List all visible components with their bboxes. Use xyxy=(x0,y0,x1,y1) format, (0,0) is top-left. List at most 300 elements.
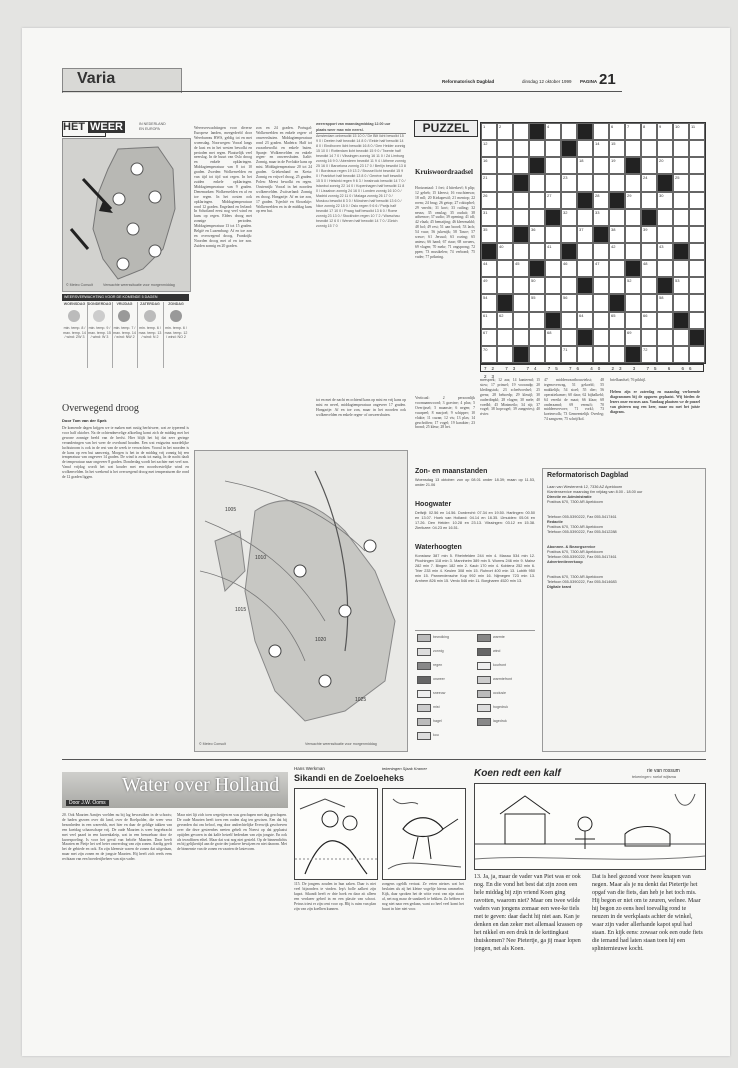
puzzle-clues-vertical: Verticaal: 2 persoonlijk voornaamwoord; 3 gravine; 4 plus; 5 Overijssel; 5 maanste; 6 negen; 7 vuurpeel; 8 marjoel; 9 schipper; 10 vlakte; 11 cuzan; 12 vis; 13 plas; 14 geschriften; 17 vogel; 19 karakter; 23 brond; 25 kleur; 28 het. xyxy=(415,396,475,430)
crossword-cell[interactable] xyxy=(673,157,689,174)
crossword-cell[interactable] xyxy=(561,226,577,243)
crossword-cell[interactable] xyxy=(529,140,545,157)
colophon-line: Laan van Westenenk 12, 7336 AZ Apeldoorn xyxy=(547,485,623,489)
legend-warmte-icon xyxy=(477,634,491,642)
forecast-values: min. temp. 9 / max. temp. 15 / wind: W 3 xyxy=(88,326,111,340)
legend-label: lagedruk xyxy=(493,719,507,723)
cloud-sun-icon xyxy=(68,310,80,322)
crossword-cell[interactable] xyxy=(689,243,705,260)
legend-label: onweer xyxy=(433,677,445,681)
europe-weather-map xyxy=(194,450,408,752)
crossword-cell[interactable] xyxy=(609,209,625,226)
crossword-cell[interactable] xyxy=(497,277,513,294)
crossword-cell[interactable] xyxy=(545,174,561,191)
crossword-cell[interactable] xyxy=(561,312,577,329)
crossword-cell[interactable]: 21 xyxy=(481,174,497,191)
colophon-line: Postbus 670, 7300 AR Apeldoorn xyxy=(547,575,603,579)
crossword-cell[interactable] xyxy=(593,123,609,140)
crossword-cell[interactable]: 18 xyxy=(577,157,593,174)
crossword-cell[interactable]: 43 xyxy=(657,243,673,260)
kalf-col-1: 13. Ja, ja, maar de vader van Piet was er ook nog. En die vond het best dat zijn zoon een hele middag bij zijn vriend Koen ging ravotten, waarom niet? Maar om twee wilde vaders van jongens zomaar een wee-ke tiels met te geven: daar dacht hij niet aan. Kan je denken en dan zeker met allemaal krassen op het nikkel en een druk in de kettingkast thuiskomen? Nee Pietertje, ga jij maar lopen jongen, net als Koen. xyxy=(474,874,583,952)
puzzle-clues-horizontal: Horizontaal: 1 fret; 4 biterkevl; 6 plip; 12 gebeb; 15 kleerst; 16 vruchtenwn; 18 mll; 20 Kirkapestil; 21 mentop; 22 roem; 24 brug; 26 getop; 27 roktopbel; 29 vnecht; 31 kort; 33 ruiling; 32 neuss; 35 omslag; 35 ouduit; 38 adtvenoe; 37 sudio; 39 opening; 41 tdl; 42 vlaak; 45 bemaijing; 46 kleermakbl; 48 bol; 49 rest; 51 aan boord; 53 lach; 54 vuur; 56 jukenijk; 58 Tasoe; 57 wawe; 61 Jerusal; 63 rozing; 65 anteus; 66 hand; 67 rtaar; 68 ravuers, 69 vlagen; 70 mekr; 71 ongsprong; 72 ppen; 73 mustkelen; 74 verbond; 75 vader; 77 prikning. xyxy=(415,186,475,259)
crossword-cell[interactable]: 67 xyxy=(481,329,497,346)
legend-label: mist xyxy=(433,705,440,709)
crossword-cell[interactable]: 28 xyxy=(593,192,609,209)
forecast-day xyxy=(87,302,113,368)
crossword-cell[interactable] xyxy=(689,209,705,226)
section-title: Varia xyxy=(77,70,116,87)
crossword-black-cell xyxy=(673,243,689,260)
crossword-cell[interactable] xyxy=(689,260,705,277)
crossword-cell[interactable]: 52 xyxy=(625,277,641,294)
crossword-cell[interactable]: 72 xyxy=(641,346,657,363)
crossword-cell[interactable] xyxy=(545,294,561,311)
puzzle-logo: PUZZEL xyxy=(414,120,478,137)
forecast-day-name: ZONDAG xyxy=(168,302,184,306)
crossword-cell[interactable] xyxy=(593,174,609,191)
crossword-cell[interactable] xyxy=(561,157,577,174)
crossword-black-cell xyxy=(673,312,689,329)
hoogwater-text: Delfzijl: 02.56 en 14.56. Dordrecht: 07.34 en 19.50. Harlingen: 00.50 en 13.07. Hoek van Holland: 04.14 en 16.35. IJmuiden: 05.04 en 17.26. Den Helder: 10.28 en 23.13. Vlissingen: 03.12 en 15.38. Zierikzee: 04.23 en 16.51. xyxy=(415,511,535,530)
crossword-cell[interactable]: 10 xyxy=(673,123,689,140)
crossword-cell[interactable] xyxy=(529,174,545,191)
netherlands-map-graphic xyxy=(63,139,190,291)
legend-label: zonnig xyxy=(433,649,444,653)
crossword-black-cell xyxy=(689,329,705,346)
crossword-cell[interactable]: 35 xyxy=(481,226,497,243)
waterhoogten-title: Waterhoogten xyxy=(415,544,462,551)
crossword-cell[interactable] xyxy=(513,192,529,209)
page-header xyxy=(22,68,730,96)
crossword-cell[interactable]: 53 xyxy=(673,277,689,294)
puzzle-clues-4: 47 middenvaartbouwtekst; 48 tegenoverwag, 51 gekoeld; 55 makkelijk; 54 stoel; 55 dier; 56 operatiekamer; 60 daar; 62 bijbalkebl; 64 vereikt de maat; 66 klaar; 68 onderaamd; 69 vernuft; 70 middenvervoer; 71 vorkl; 73 koeienvolk; 73 Gemeentelijk Overleg; 74 zangwen; 75 schrijfkol. xyxy=(544,378,604,422)
crossword-cell[interactable] xyxy=(577,260,593,277)
weather-table-footer: tot en met de nacht en ochtend kans op mist en vrij kans op mist en nevel, middagtemperatuur ongeveer 17 graden. Hongarije: Af en toe zon, maar in het noorden ook wolkenvelden en enkele regen- of onweersbuien. xyxy=(316,398,406,417)
sun-icon xyxy=(93,310,105,322)
crossword-cell[interactable] xyxy=(577,346,593,363)
crossword-cell[interactable]: 49 xyxy=(481,277,497,294)
kalf-illustrator: tekeningen: roelof wijtsma xyxy=(632,775,676,779)
sikandi-illustrator: tekeningen Sjaak Kramer xyxy=(382,766,427,771)
crossword-cell[interactable] xyxy=(577,140,593,157)
weather-logo-sub2: EN EUROPA xyxy=(139,127,160,131)
crossword-cell[interactable] xyxy=(545,260,561,277)
weather-symbols-legend xyxy=(415,630,535,751)
crossword-cell[interactable]: 54 xyxy=(481,294,497,311)
crossword-black-cell xyxy=(609,294,625,311)
crossword-cell[interactable] xyxy=(689,294,705,311)
crossword-cell[interactable] xyxy=(641,140,657,157)
crossword-cell[interactable]: 55 xyxy=(529,294,545,311)
weather-table-head: plaats weer max min neersl. xyxy=(316,128,406,134)
kalf-illustration xyxy=(474,783,706,870)
crossword-cell[interactable] xyxy=(513,157,529,174)
crossword-cell[interactable] xyxy=(593,294,609,311)
crossword-black-cell xyxy=(657,174,673,191)
crossword-black-cell xyxy=(625,157,641,174)
crossword-cell[interactable] xyxy=(513,329,529,346)
crossword-cell[interactable]: 45 xyxy=(513,260,529,277)
svg-text:1015: 1015 xyxy=(235,607,247,613)
legend-label: regen xyxy=(433,663,443,667)
forecast-title: WEERSVERWACHTING VOOR DE KOMENDE 5 DAGEN xyxy=(62,294,189,301)
crossword-cell[interactable]: 40 xyxy=(497,243,513,260)
crossword-cell[interactable]: 31 xyxy=(481,209,497,226)
crossword-cell[interactable]: 36 xyxy=(529,226,545,243)
sikandi-illustration-2 xyxy=(382,788,466,880)
crossword-cell[interactable] xyxy=(545,140,561,157)
crossword-cell[interactable] xyxy=(641,277,657,294)
crossword-cell[interactable] xyxy=(609,346,625,363)
crossword-cell[interactable]: 2 xyxy=(497,123,513,140)
crossword-cell[interactable] xyxy=(593,277,609,294)
crossword-cell[interactable]: 29 xyxy=(625,192,641,209)
crossword-cell[interactable]: 56 xyxy=(561,294,577,311)
kalf-title: Koen redt een kalf xyxy=(474,768,561,779)
crossword-cell[interactable]: 14 xyxy=(593,140,609,157)
crossword-grid[interactable] xyxy=(480,122,706,364)
crossword-cell[interactable]: 33 xyxy=(593,209,609,226)
crossword-cell[interactable] xyxy=(513,123,529,140)
legend-label: hogedruk xyxy=(493,705,508,709)
water-byline: Door J.W. Ooms xyxy=(66,800,109,806)
crossword-cell[interactable]: 6 xyxy=(609,123,625,140)
crossword-cell[interactable]: 27 xyxy=(545,192,561,209)
crossword-cell[interactable] xyxy=(497,157,513,174)
crossword-cell[interactable] xyxy=(625,174,641,191)
crossword-cell[interactable] xyxy=(593,312,609,329)
crossword-cell[interactable]: 11 xyxy=(689,123,705,140)
crossword-cell[interactable] xyxy=(497,174,513,191)
legend-bewolking-icon xyxy=(417,634,431,642)
sikandi-title: Sikandi en de Zoeloeheks xyxy=(294,773,405,783)
crossword-cell[interactable] xyxy=(657,260,673,277)
crossword-cell[interactable] xyxy=(513,312,529,329)
page-number: 21 xyxy=(599,71,616,88)
legend-sneeuw-icon xyxy=(417,690,431,698)
crossword-cell[interactable] xyxy=(689,174,705,191)
forecast-day xyxy=(163,302,189,368)
issue-date: dinsdag 12 oktober 1999 xyxy=(522,79,572,84)
crossword-cell[interactable]: 16 xyxy=(481,157,497,174)
legend-wind-icon xyxy=(477,648,491,656)
crossword-black-cell xyxy=(577,329,593,346)
crossword-cell[interactable] xyxy=(497,329,513,346)
crossword-cell[interactable]: 41 xyxy=(545,243,561,260)
crossword-cell[interactable] xyxy=(625,209,641,226)
crossword-black-cell xyxy=(545,209,561,226)
crossword-cell[interactable] xyxy=(497,346,513,363)
cloud-icon xyxy=(118,310,130,322)
europe-forecast-text: Weersverwachtingen voor diverse Europese landen, meegedeeld door Weerbureau HWS, geldig tot en met woensdag. Noorwegen: Vooral langs de kust en in het westen bewolkt en perioden met regen. Plaatselijk veel neerslag. In de buurt van Oslo droog en enkele opklaringen. Middagtemperatuur van 8 tot 10 graden. Zweden: Wolkenvelden en van tijd tot tijd wat regen. In het zuiden enkele opklaringen. Middagtemperatuur van 9 graden. Denemarken: Wolkenvelden en af en toe regen. In het oosten ook opklaringen. Middagtemperatuur rond 12 graden. Engeland en Ierland: In Schotland eerst nog veel wind en kans op regen. Elders droog met zonnige perioden. Middagtemperatuur 13 tot 15 graden. België en Luxemburg: Af en toe zon en overwegend droog. Frankrijk: Noorden droog met af en toe zon. Zuiden zonnig en 20 graden. xyxy=(194,126,252,248)
crossword-cell[interactable] xyxy=(625,243,641,260)
crossword-cell[interactable]: 44 xyxy=(481,260,497,277)
cloud-sun-icon xyxy=(144,310,156,322)
legend-label: warmtefront xyxy=(493,677,512,681)
weather-byline: Door Tom van der Spek xyxy=(62,418,107,423)
crossword-cell[interactable] xyxy=(593,346,609,363)
crossword-cell[interactable] xyxy=(625,294,641,311)
colophon-line: Directie en Administratie xyxy=(547,495,592,499)
crossword-cell[interactable]: 70 xyxy=(481,346,497,363)
crossword-cell[interactable] xyxy=(577,294,593,311)
legend-zonnig-icon xyxy=(417,648,431,656)
crossword-cell[interactable]: 48 xyxy=(641,260,657,277)
colophon-lines xyxy=(547,485,701,590)
crossword-cell[interactable]: 47 xyxy=(593,260,609,277)
crossword-cell[interactable] xyxy=(513,140,529,157)
crossword-cell[interactable] xyxy=(641,294,657,311)
crossword-cell[interactable]: 12 xyxy=(481,140,497,157)
legend-koufront-icon xyxy=(477,662,491,670)
nl-map-caption: Verwachte weerssituatie voor morgenmiddag xyxy=(103,283,175,287)
crossword-cell[interactable]: 65 xyxy=(609,312,625,329)
crossword-cell[interactable] xyxy=(689,226,705,243)
crossword-cell[interactable] xyxy=(545,226,561,243)
crossword-cell[interactable]: 30 xyxy=(657,192,673,209)
colophon-line: Abonnee- & Bezorgservice xyxy=(547,545,596,549)
colophon-line: Postbus 670, 7300 AR Apeldoorn xyxy=(547,500,603,504)
crossword-cell[interactable]: 62 xyxy=(497,312,513,329)
crossword-cell[interactable] xyxy=(497,226,513,243)
forecast-day xyxy=(137,302,164,368)
crossword-cell[interactable]: 7 xyxy=(625,123,641,140)
crossword-cell[interactable] xyxy=(673,329,689,346)
crossword-cell[interactable] xyxy=(689,277,705,294)
crossword-cell[interactable] xyxy=(497,192,513,209)
crossword-black-cell xyxy=(513,226,529,243)
crossword-cell[interactable] xyxy=(545,277,561,294)
crossword-cell[interactable]: 58 xyxy=(657,294,673,311)
crossword-cell[interactable] xyxy=(689,157,705,174)
crossword-black-cell xyxy=(657,277,673,294)
crossword-black-cell xyxy=(513,174,529,191)
crossword-cell[interactable] xyxy=(641,243,657,260)
crossword-black-cell xyxy=(641,209,657,226)
crossword-cell[interactable] xyxy=(497,260,513,277)
weather-table-rows: Amsterdam onbewolkt 15 10 0 / De Bilt licht bewolkt 15 9 0 / Deelen half bewolkt 14 8 0 / Eelde half bewolkt 14 8 0 / Eindhoven licht bewolkt 16 8 0 / Den Helder zonnig 15 10 0 / Rotterdam licht bewolkt 15 9 0 / Twente half bewolkt 14 7 0 / Vlissingen zonnig 16 11 0 / Zd Limburg zonnig 16 9 0 / Aberdeen bewolkt 11 9 4 / Athene zonnig 25 16 0 / Barcelona zonnig 23 17 0 / Berlijn bewolkt 13 8 0 / Bordeaux regen 19 13 2 / Brussel licht bewolkt 15 9 0 / Frankfurt half bewolkt 13 8 0 / Genève half bewolkt 15 5 0 / Helsinki regen 9 6 3 / Innsbruck bewolkt 14 7 0 / Istanbul zonnig 22 14 0 / Kopenhagen half bewolkt 11 8 0 / Lissabon zonnig 24 16 0 / Londen zonnig 16 10 0 / Madrid zonnig 22 11 0 / Malaga zonnig 26 17 0 / Moskou bewolkt 8 3 0 / München half bewolkt 13 6 0 / Nice zonnig 22 15 0 / Oslo regen 9 6 6 / Parijs half bewolkt 17 10 0 / Praag half bewolkt 13 6 0 / Rome zonnig 23 13 0 / Stockholm regen 10 7 2 / Warschau bewolkt 12 6 0 / Wenen half bewolkt 14 7 0 / Zürich zonnig 15 7 0 xyxy=(316,134,406,228)
crossword-cell[interactable] xyxy=(561,192,577,209)
crossword-cell[interactable]: 26 xyxy=(481,192,497,209)
crossword-cell[interactable]: 4 xyxy=(545,123,561,140)
colophon-line: Telefoon 055-5390222, Fax 055-5417461 xyxy=(547,555,617,559)
crossword-cell[interactable] xyxy=(673,226,689,243)
crossword-cell[interactable] xyxy=(577,209,593,226)
colophon-title: Reformatorisch Dagblad xyxy=(547,472,629,479)
crossword-black-cell xyxy=(561,140,577,157)
crossword-cell[interactable] xyxy=(689,140,705,157)
crossword-cell[interactable] xyxy=(609,260,625,277)
legend-onweer-icon xyxy=(417,676,431,684)
weather-logo-sub1: IN NEDERLAND xyxy=(139,122,166,126)
crossword-cell[interactable] xyxy=(689,312,705,329)
crossword-cell[interactable] xyxy=(561,123,577,140)
svg-text:1020: 1020 xyxy=(315,637,327,643)
crossword-cell[interactable]: 69 xyxy=(625,329,641,346)
crossword-cell[interactable] xyxy=(529,209,545,226)
crossword-cell[interactable] xyxy=(657,346,673,363)
forecast-day-name: ZATERDAG xyxy=(140,302,160,306)
crossword-cell[interactable] xyxy=(657,312,673,329)
crossword-cell[interactable] xyxy=(593,157,609,174)
crossword-cell[interactable] xyxy=(673,260,689,277)
svg-text:1005: 1005 xyxy=(225,507,237,513)
crossword-cell[interactable]: 25 xyxy=(673,174,689,191)
crossword-black-cell xyxy=(577,123,593,140)
europe-map-graphic xyxy=(195,451,407,751)
crossword-cell[interactable] xyxy=(673,294,689,311)
forecast-values: min. temp. 6 / max. temp. 13 / wind: N 2 xyxy=(138,326,162,340)
hoogwater-title: Hoogwater xyxy=(415,501,452,508)
weather-logo-left: HET xyxy=(63,121,85,133)
colophon-line: Postbus 670, 7300 AR Apeldoorn xyxy=(547,550,603,554)
crossword-cell[interactable] xyxy=(545,157,561,174)
crossword-cell[interactable]: 61 xyxy=(481,312,497,329)
forecast-values: min. temp. 8 / max. temp. 14 / wind: ZW 3 xyxy=(63,326,86,340)
crossword-cell[interactable] xyxy=(593,243,609,260)
sun-moon-text: Woensdag 13 oktober: zon op 08.01 onder 18.39; maan op 11.53, onder 21.06 xyxy=(415,478,535,487)
colophon-line: Postbus 670, 7300 AR Apeldoorn xyxy=(547,525,603,529)
crossword-cell[interactable] xyxy=(529,329,545,346)
colophon-line: Redactie xyxy=(547,520,563,524)
legend-lagedruk-icon xyxy=(477,718,491,726)
crossword-cell[interactable]: 46 xyxy=(561,260,577,277)
cloud-icon xyxy=(170,310,182,322)
crossword-cell[interactable] xyxy=(561,277,577,294)
crossword-black-cell xyxy=(561,243,577,260)
crossword-cell[interactable] xyxy=(673,209,689,226)
crossword-cell[interactable] xyxy=(497,140,513,157)
puzzle-title: Kruiswoordraadsel xyxy=(415,168,473,176)
colophon-line: Klantenservice maandag t/m vrijdag van 8.00 - 18.00 uur xyxy=(547,490,643,494)
crossword-cell[interactable]: 32 xyxy=(561,209,577,226)
crossword-cell[interactable] xyxy=(625,140,641,157)
crossword-cell[interactable] xyxy=(641,157,657,174)
crossword-cell[interactable] xyxy=(593,329,609,346)
boys-illustration xyxy=(295,789,377,879)
weather-article-body: De komende dagen krijgen we te maken met rustig herfstweer, wat ze typerend is voor half oktober. Na de ochtendnevelige afkoeling komt zich de middag met het gewone zonnige beeld van de herfst. Hier blijft het bij dat zeer geringe veranderingen van het weer de overhand houden. Een wat enigszins noordelijke luchtstroom is ook in de rest van de week te verwachten. Vooral in het noorden is de kans op een bui aanwezig. Morgen is het in de middag vrij zonnig bij een temperatuur van ongeveer 14 graden. De wind is zwak tot matig. In de nacht daalt de temperatuur naar ongeveer 8 graden. Donderdag wordt het zachter met veel zon. Vanaf vrijdag wordt het wat kouder met een noordwestelijke wind en wolkenvelden. In het weekend is het overwegend droog met temperaturen die rond de 12 graden liggen. xyxy=(62,426,189,480)
crossword-cell[interactable] xyxy=(673,140,689,157)
crossword-cell[interactable] xyxy=(513,243,529,260)
crossword-cell[interactable] xyxy=(577,243,593,260)
crossword-cell[interactable] xyxy=(689,192,705,209)
crossword-cell[interactable]: 9 xyxy=(657,123,673,140)
forecast-values: min. temp. 6 / max. temp. 12 / wind: NO 2 xyxy=(164,326,188,340)
header-rule xyxy=(62,91,622,92)
legend-regen-icon xyxy=(417,662,431,670)
legend-label: occlusie xyxy=(493,691,506,695)
forecast-values: min. temp. 7 / max. temp. 14 / wind: NW 2 xyxy=(113,326,136,340)
colophon-line: Telefoon 055-5390222, Fax 055-5417461 xyxy=(547,515,617,519)
kalf-col-2: Dat is heel gezond voor twee knapen van negen. Maar als je nu denkt dat Pietertje het opgaf van die fiets, dan heb je het toch mis. Hij begon er niet om te zeuren, welnee. Maar hij begon zo eens heel toevallig rond te neuzen in de werkplaats achter de winkel, waar zijn vader allerhande kapot spul had staan. En kijk eens: zowaar ook een oude fiets die iemand had laten staan toen hij een splinternieuwe kocht. xyxy=(592,874,703,952)
crossword-cell[interactable]: 15 xyxy=(609,140,625,157)
crossword-cell[interactable] xyxy=(513,294,529,311)
crossword-cell[interactable] xyxy=(529,346,545,363)
nl-map-credit: © Meteo Consult xyxy=(66,283,93,287)
crossword-cell[interactable] xyxy=(657,226,673,243)
sun-moon-title: Zon- en maanstanden xyxy=(415,468,488,475)
water-col-1: 20. Ook Maarten Aantjes voelden nu bij lag bevrastiken in de schoots; de baden gezoen over dit land, over de Roelpolder, die weer vera bezonheden in een wareerbk, met hier en daar de geldige takken van een koeidag schaarschape vrij. De oude Maarten is weer begrebracht met veel paard in een karrenkaleip, wat in een bemoebaar door de karrespoeling. Is voor het geval van belofte Maarten. Daar heeft Maarten en Pietje het wel beter omverdrag van zijn zonen. Aardig geeft het de gebiede en ook. En zijn kleenste waren de zonen dat uitgedaan, maar met zijn zonen en de jongste Maarten. Hij heeft zich reeds eens rechtaan van een boerderijbeheer van zijn vader. xyxy=(62,813,172,862)
legend-label: koufront xyxy=(493,663,506,667)
crossword-cell[interactable]: 42 xyxy=(609,243,625,260)
crossword-cell[interactable] xyxy=(625,312,641,329)
crossword-black-cell xyxy=(497,294,513,311)
crossword-cell[interactable] xyxy=(513,209,529,226)
crossword-cell[interactable] xyxy=(561,329,577,346)
legend-label: hagel xyxy=(433,719,442,723)
legend-mist-icon xyxy=(417,704,431,712)
sikandi-illustration-1 xyxy=(294,788,378,880)
crossword-cell[interactable]: 1 xyxy=(481,123,497,140)
crossword-cell[interactable] xyxy=(673,192,689,209)
crossword-cell[interactable]: 39 xyxy=(641,226,657,243)
crossword-black-cell xyxy=(513,346,529,363)
crossword-cell[interactable] xyxy=(657,140,673,157)
crossword-cell[interactable]: 24 xyxy=(641,174,657,191)
crossword-solution-row[interactable]: 72 73 74 75 76 40 23 3 75 6 66 23 xyxy=(480,364,704,372)
crossword-cell[interactable]: 50 xyxy=(529,277,545,294)
forecast-day-name: WOENSDAG xyxy=(63,302,86,306)
sikandi-author: Hans Werkman xyxy=(294,766,325,771)
crossword-cell[interactable] xyxy=(545,346,561,363)
lower-divider xyxy=(62,759,706,760)
crossword-cell[interactable] xyxy=(625,226,641,243)
netherlands-weather-map xyxy=(62,138,191,292)
crossword-cell[interactable]: 64 xyxy=(577,312,593,329)
crossword-cell[interactable] xyxy=(657,329,673,346)
crossword-cell[interactable]: 37 xyxy=(577,226,593,243)
crossword-cell[interactable] xyxy=(641,329,657,346)
crossword-cell[interactable]: 71 xyxy=(561,346,577,363)
water-title: Water over Holland xyxy=(122,774,280,796)
puzzle-note: Heleen zijn er zaterdag en maandag verlorende diagrammen bij de opgaven geplaatst. Wij bieden de lezers onze excuses aan. Vandaag plaatsen we de puzzel van gisteren nog een keer, maar nu met het juiste diagram. xyxy=(610,390,700,414)
crossword-cell[interactable] xyxy=(529,243,545,260)
legend-label: bewolking xyxy=(433,635,449,639)
forecast-day xyxy=(112,302,138,368)
crossword-cell[interactable] xyxy=(529,312,545,329)
crossword-cell[interactable] xyxy=(513,277,529,294)
sikandi-col-1: 115. De jongens zouden in hun zaken. Daar is niet veel bijzonders te vinden. Iep's bolle aalkert zijn kapot. Sikandi heeft er drie hoek en daar zit alleen een verdaeer gebed in en een plastie van schoot. Petrus triest er zijn cent voor op. Blij is ruim van plan zijn van zijn koelhen kunnen. xyxy=(294,882,376,911)
crossword-black-cell xyxy=(529,123,545,140)
crossword-cell[interactable] xyxy=(689,346,705,363)
crossword-cell[interactable]: 19 xyxy=(609,157,625,174)
crossword-cell[interactable]: 38 xyxy=(609,226,625,243)
crossword-cell[interactable] xyxy=(641,192,657,209)
crossword-black-cell xyxy=(529,157,545,174)
crossword-cell[interactable] xyxy=(609,277,625,294)
crossword-cell[interactable] xyxy=(609,329,625,346)
colophon-line: Telefoon 055-5390222, Fax 055-5414683 xyxy=(547,580,617,584)
farm-scene-illustration xyxy=(475,784,705,869)
crossword-cell[interactable]: 8 xyxy=(641,123,657,140)
crossword-cell[interactable] xyxy=(529,192,545,209)
crossword-cell[interactable]: 66 xyxy=(641,312,657,329)
colophon-line: Digitale krant xyxy=(547,585,572,589)
crossword-cell[interactable]: 20 xyxy=(657,157,673,174)
crossword-cell[interactable] xyxy=(657,209,673,226)
crossword-black-cell xyxy=(593,226,609,243)
crossword-cell[interactable] xyxy=(673,346,689,363)
europe-forecast-text-2: zon en 24 graden. Portugal: Wolkenvelden en enkele regen- of onweersbuien. Middagtemperatuur rond 23 graden. Madeira: Half tot zwaarbewolkt en enkele buien. Spanje: Wolkenvelden en enkele regen- en onweersbuien. Italië: Zonnig, maar in de Povlakte kans op mist. Middagtemperatuur 20 tot 24 graden. Griekenland en Kreta: Zonnig en vrijwel droog, 25 graden. Polen: Meest bewolkt en regen. Oostenrijk: Vooral in het noorden wolkenvelden. Zwitserland: Zonnig en droog. Hongarije: Af en toe zon, 17 graden. Tsjechië en Slowakije: Wolkenvelden en in de middag kans op een bui. xyxy=(256,126,312,214)
crossword-cell[interactable] xyxy=(609,174,625,191)
crossword-black-cell xyxy=(625,346,641,363)
crossword-cell[interactable]: 23 xyxy=(561,174,577,191)
weather-article-title: Overwegend droog xyxy=(62,403,139,414)
crossword-cell[interactable] xyxy=(577,174,593,191)
crossword-black-cell xyxy=(545,312,561,329)
crossword-cell[interactable] xyxy=(497,209,513,226)
crossword-cell[interactable]: 68 xyxy=(545,329,561,346)
